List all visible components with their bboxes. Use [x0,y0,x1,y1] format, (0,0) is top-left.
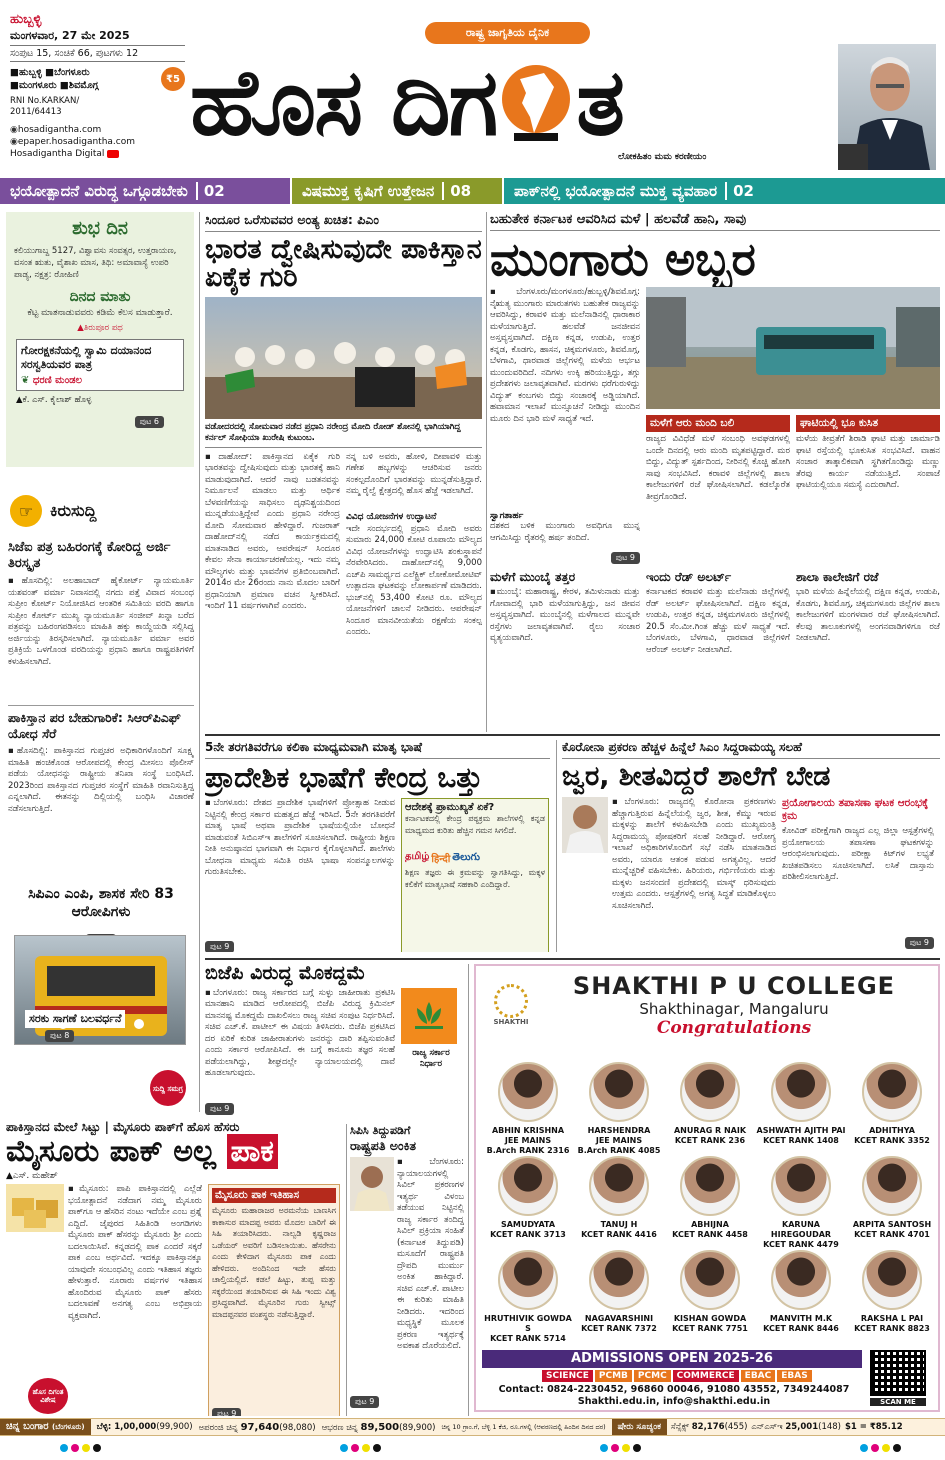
language-box-body: ಕರ್ನಾಟಕದಲ್ಲಿ ಕೇಂದ್ರ ಪಠ್ಯಕ್ರಮ ಶಾಲೆಗಳಲ್ಲಿ ಕನ್ನಡ ಮಾಧ್ಯಮದ ಕುರಿತು ಹೆಚ್ಚಿನ ಗಮನ ಸಿಗಲಿದೆ. [405,814,545,835]
globe-icon: ◉ [10,125,18,135]
story6-kicker: ಪಾಕಿಸ್ತಾನದ ಮೇಲೆ ಸಿಟ್ಟು | ಮೈಸೂರು ಪಾಕ್‌ಗೆ ಹೊಸ ಹೆಸರು [6,1120,240,1134]
logo-text-right: ತ [576,49,625,156]
feature-box[interactable] [16,339,184,391]
box4-body: ಕರ್ನಾಟಕದ ಕರಾವಳಿ ಮತ್ತು ಮಲೆನಾಡು ಜಿಲ್ಲೆಗಳಲ್ಲಿ ರೆಡ್ ಅಲರ್ಟ್ ಘೋಷಿಸಲಾಗಿದೆ. ದಕ್ಷಿಣ ಕನ್ನಡ, ಉಡುಪಿ, ಉತ್ತರ ಕನ್ನಡ, ಚಿಕ್ಕಮಗಳೂರು ಜಿಲ್ಲೆಗಳಲ್ಲಿ 20.5 ಸೆಂ.ಮೀ.ಗಿಂತ ಹೆಚ್ಚು ಮಳೆ ಸಾಧ್ಯತೆ ಇದೆ. ಬೆಂಗಳೂರು, ಬೆಳಗಾವಿ, ಧಾರವಾಡ ಜಿಲ್ಲೆಗಳಿಗೆ ಆರೆಂಜ್ ಅಲರ್ಟ್ ನೀಡಲಾಗಿದೆ. [646,587,790,655]
lab-box [782,797,934,949]
cm-photo [562,797,608,853]
student-card [482,1250,574,1344]
student-rank: B.Arch RANK 4085 [577,1146,661,1155]
story2-body: ▪ಬೆಂಗಳೂರು/ಮಂಗಳೂರು/ಹುಬ್ಬಳ್ಳಿ/ಶಿವಮೊಗ್ಗ: ನೈಋತ್ಯ ಮುಂಗಾರು ಮಾರುತಗಳು ಬಹುತೇಕ ರಾಜ್ಯವನ್ನು ಆವರಿಸಿದ್ದು, ಕರಾವಳಿ ಮತ್ತು ಮಲೆನಾಡಿನಲ್ಲಿ ಧಾರಾಕಾರ ಮಳೆಯಾಗುತ್ತಿದೆ. ಹಲವೆಡೆ ಜನಜೀವನ ಅಸ್ತವ್ಯಸ್ತವಾಗಿದೆ. ದಕ್ಷಿಣ ಕನ್ನಡ, ಉಡುಪಿ, ಉತ್ತರ ಕನ್ನಡ, ಕೊಡಗು, ಹಾಸನ, ಚಿಕ್ಕಮಗಳೂರು, ಶಿವಮೊಗ್ಗ, ಬೆಳಗಾವಿ, ಧಾರವಾಡ ಜಿಲ್ಲೆಗಳಲ್ಲಿ ಮಳೆಯ ಆರ್ಭಟ ಮುಂದುವರಿದಿದೆ. ನದಿಗಳು ಉಕ್ಕಿ ಹರಿಯುತ್ತಿದ್ದು, ತಗ್ಗು ಪ್ರದೇಶಗಳು ಜಲಾವೃತವಾಗಿವೆ. ಮರಗಳು ಧರೆಗುರುಳಿದ್ದು ವಿದ್ಯುತ್ ಕಂಬಗಳು ಬಿದ್ದು ಸಂಚಾರಕ್ಕೆ ಅಡ್ಡಿಯಾಗಿದೆ. ಹವಾಮಾನ ಇಲಾಖೆ ಮುನ್ಸೂಚನೆ ನೀಡಿದ್ದು ಮುಂದಿನ ಮೂರು ದಿನ ಭಾರಿ ಮಳೆ ಸಾಧ್ಯತೆ ಇದೆ. [490,287,640,424]
red-alert-box[interactable] [646,570,790,675]
student-photo [680,1062,740,1122]
box3-body: ▪ಮುಂಬೈ: ಮಹಾರಾಷ್ಟ್ರ, ಕೇರಳ, ತಮಿಳುನಾಡು ಮತ್ತು ಗೋವಾದಲ್ಲಿ ಭಾರಿ ಮಳೆಯಾಗುತ್ತಿದ್ದು, ಜನ ಜೀವನ ಅಸ್ತವ್ಯಸ್ತವಾಗಿದೆ. ಮುಂಬೈನಲ್ಲಿ ಮಳೆಗಾಲದ ಮುನ್ನವೇ ರಸ್ತೆಗಳು ಜಲಾವೃತವಾಗಿವೆ. ರೈಲು ಸಂಚಾರ ವ್ಯತ್ಯಯವಾಗಿದೆ. [490,587,640,644]
story-covid[interactable] [562,740,940,952]
stream-tag: EBAS [777,1370,811,1382]
school-holiday-box[interactable] [796,570,940,675]
lab-box-body: ಕೋವಿಡ್ ಪರೀಕ್ಷೆಗಾಗಿ ರಾಜ್ಯದ ಎಲ್ಲ ಜಿಲ್ಲಾ ಆಸ್ಪತ್ರೆಗಳಲ್ಲಿ ಪ್ರಯೋಗಾಲಯ ತಪಾಸಣಾ ಘಟಕಗಳನ್ನು ಆರಂಭಿಸಲಾಗುವುದು. ಪರೀಕ್ಷಾ ಕಿಟ್‌ಗಳ ಲಭ್ಯತೆ ಖಚಿತಪಡಿಸಲು ಸೂಚಿಸಲಾಗಿದೆ. ಲಸಿಕೆ ದಾಸ್ತಾನು ಪರಿಶೀಲಿಸಲಾಗುತ್ತಿದೆ. [782,826,934,883]
news2-title: ಪಾಕಿಸ್ತಾನ ಪರ ಬೇಹುಗಾರಿಕೆ: ಸಿಆರ್‌ಪಿಎಫ್ ಯೋಧ ಸೆರೆ [8,710,181,741]
story1-kicker: ಸಿಂದೂರ ಒರೆಸುವವರ ಅಂತ್ಯ ಖಚಿತ: ಪಿಎಂ [205,212,482,232]
history-box-body: ಮೈಸೂರು ಮಹಾರಾಜರ ಅರಮನೆಯ ಬಾಣಸಿಗ ಕಾಕಾಸುರ ಮಾದಪ್ಪ ಅವರು ಮೊದಲ ಬಾರಿಗೆ ಈ ಸಿಹಿ ತಯಾರಿಸಿದರು. ನಾಲ್ವಡಿ ಕೃಷ್ಣರಾಜ ಒಡೆಯರ್ ಅವರಿಗೆ ಬಡಿಸಲಾಯಿತು. ಹೆಸರೇನು ಎಂದು ಕೇಳಿದಾಗ ಮೈಸೂರು ಪಾಕ ಎಂದು ಹೇಳಿದರು. ಅಂದಿನಿಂದ ಇದೇ ಹೆಸರು ಚಾಲ್ತಿಯಲ್ಲಿದೆ. ಕಡಲೆ ಹಿಟ್ಟು, ತುಪ್ಪ ಮತ್ತು ಸಕ್ಕರೆಯಿಂದ ತಯಾರಿಸುವ ಈ ಸಿಹಿ ಇಂದು ವಿಶ್ವ ಪ್ರಸಿದ್ಧವಾಗಿದೆ. ಮೈಸೂರಿನ ಗುರು ಸ್ವೀಟ್ಸ್ ಮಾದಪ್ಪನವರ ವಂಶಸ್ಥರು ನಡೆಸುತ್ತಿದ್ದಾರೆ. [212,1206,336,1319]
story6-page[interactable]: ಪುಟ 9 [212,1408,241,1416]
scan-me-label: SCAN ME [870,1398,926,1406]
student-photo [680,1156,740,1216]
daily-quote: ಕೆಟ್ಟ ಮಾತನಾಡುವವರು ಕಡಿಮೆ ಕೆಲಸ ಮಾಡುತ್ತಾರೆ. [27,308,173,318]
student-rank: KCET RANK 3713 [490,1230,566,1239]
registration-marks-right [600,1444,641,1452]
story5-body: ▪ಬೆಂಗಳೂರು: ರಾಜ್ಯ ಸರ್ಕಾರದ ಬಗ್ಗೆ ಸುಳ್ಳು ಜಾಹೀರಾತು ಪ್ರಕಟಿಸಿ ಮಾನಹಾನಿ ಮಾಡಿದ ಆರೋಪದಲ್ಲಿ ಬಿಜೆಪಿ ವಿರುದ್ಧ ಕ್ರಿಮಿನಲ್ ಮಾನನಷ್ಟ ಮೊಕದ್ದಮೆ ದಾಖಲಿಸಲು ರಾಜ್ಯ ಸಚಿವ ಸಂಪುಟ ನಿರ್ಧರಿಸಿದೆ. ಸಚಿವ ಎಚ್.ಕೆ. ಪಾಟೀಲ್ ಈ ವಿಷಯ ತಿಳಿಸಿದರು. ಬಿಜೆಪಿ ಪ್ರಕಟಿಸಿದ ದರ ಏರಿಕೆ ಕುರಿತ ಜಾಹೀರಾತುಗಳು ಜನರನ್ನು ದಾರಿ ತಪ್ಪಿಸುವಂತಿವೆ ಎಂದು ಸರ್ಕಾರ ಆರೋಪಿಸಿದೆ. ಈ ಬಗ್ಗೆ ಕಾನೂನು ತಜ್ಞರ ಸಲಹೆ ಪಡೆಯಲಾಗಿದ್ದು, ಶೀಘ್ರದಲ್ಲೇ ನ್ಯಾಯಾಲಯದಲ್ಲಿ ದಾವೆ ಹೂಡಲಾಗುವುದು. [205,987,395,1079]
stream-row [542,1370,812,1382]
college-ad[interactable] [474,964,940,1412]
student-card [846,1250,938,1334]
student-card [664,1062,756,1146]
story3-headline: ಪ್ರಾದೇಶಿಕ ಭಾಷೆಗೆ ಕೇಂದ್ರ ಒತ್ತು [205,761,483,794]
flood-photo [646,287,940,409]
story7-headline: ರಾಷ್ಟ್ರಪತಿ ಅಂಕಿತ [350,1138,417,1153]
student-rank: KCET RANK 7751 [672,1324,748,1333]
box2-body: ಮಳೆಯ ತೀವ್ರತೆಗೆ ಶಿರಾಡಿ ಘಾಟಿ ಮತ್ತು ಚಾರ್ಮಾಡಿ ಘಾಟಿ ರಸ್ತೆಯಲ್ಲಿ ಭೂಕುಸಿತ ಸಂಭವಿಸಿದೆ. ವಾಹನ ಸಂಚಾರ ತಾತ್ಕಾಲಿಕವಾಗಿ ಸ್ಥಗಿತಗೊಂಡಿದ್ದು ಮಣ್ಣು ತೆರವು ಕಾರ್ಯ ನಡೆಯುತ್ತಿದೆ. ಸಂಪಾಜೆ ಘಾಟಿಯಲ್ಲಿಯೂ ಸಮಸ್ಯೆ ಎದುರಾಗಿದೆ. [796,434,940,491]
story6-headline-b: ಪಾಕ [227,1134,278,1169]
language-box-title: ಆದೇಶಕ್ಕೆ ಪ್ರಾಮುಖ್ಯತೆ ಏಕೆ? [405,802,495,814]
student-photo [771,1156,831,1216]
student-card [664,1156,756,1240]
landslide-box[interactable] [796,415,940,544]
masthead-logo [190,48,830,158]
college-logo: SHAKTHI [484,984,538,1026]
box2-title: ಘಾಟಿಯಲ್ಲಿ ಭೂ ಕುಸಿತ [796,415,940,432]
ad-contact: Contact: 0824-2230452, 96860 00046, 91080 43552, 7349244087 [498,1384,850,1395]
feature-title: ಗೋರಕ್ಷಕನೆಯಲ್ಲಿ ಸ್ವಾಮಿ ದಯಾನಂದ ಸರಸ್ವತಿಯವರ ಪಾತ್ರ [21,344,152,371]
student-rank: KCET RANK 4479 [763,1240,839,1249]
student-exam: JEE MAINS [595,1136,643,1145]
student-rank: KCET RANK 4701 [854,1230,930,1239]
student-rank: KCET RANK 4458 [672,1230,748,1239]
story1-headline: ಭಾರತ ದ್ವೇಷಿಸುವುದೇ ಪಾಕಿಸ್ತಾನ ಏಕೈಕ ಗುರಿ [205,234,482,294]
hand-pointing-icon: ☞ [10,495,42,527]
student-card [846,1156,938,1240]
gold24-rate: 97,640 [240,1421,280,1433]
stream-tag: EBAC [741,1370,776,1382]
registration-marks-center [340,1444,381,1452]
student-card [755,1250,847,1334]
story-mysore-pak[interactable] [6,1120,344,1416]
story1-col1: ▪ದಾಹೋದ್: ಪಾಕಿಸ್ತಾನದ ಏಕೈಕ ಗುರಿ ಭಾರತವನ್ನು ದ್ವೇಷಿಸುವುದು ಮತ್ತು ಭಾರತಕ್ಕೆ ಹಾನಿ ಮಾಡುವುದಾಗಿದೆ. ಆದರೆ ನಾವು ಬಡತನವನ್ನು ನಿರ್ಮೂಲನೆ ಮಾಡಲು ಮತ್ತು ಆರ್ಥಿಕ ಬೆಳವಣಿಗೆಯನ್ನು ಸಾಧಿಸಲು ದೃಢನಿಶ್ಚಯದಿಂದ ಮುನ್ನಡೆಯುತ್ತಿದ್ದೇವೆ ಎಂದು ಪ್ರಧಾನಿ ನರೇಂದ್ರ ಮೋದಿ ಸೋಮವಾರ ಹೇಳಿದ್ದಾರೆ. ಗುಜರಾತ್ ದಾಹೋದ್‌ನಲ್ಲಿ ನಡೆದ ಕಾರ್ಯಕ್ರಮದಲ್ಲಿ ಮಾತನಾಡಿದ ಅವರು, ಆಪರೇಷನ್ ಸಿಂದೂರ ಕೇವಲ ಸೇನಾ ಕಾರ್ಯಾಚರಣೆಯಲ್ಲ. ಇದು ನಮ್ಮ ಮೌಲ್ಯಗಳು ಮತ್ತು ಭಾವನೆಗಳ ಪ್ರತಿಬಿಂಬವಾಗಿದೆ. 2014ರ ಮೇ 26ರಂದು ನಾನು ಮೊದಲ ಬಾರಿಗೆ ಪ್ರಧಾನಿಯಾಗಿ ಪ್ರಮಾಣ ವಚನ ಸ್ವೀಕರಿಸಿದೆ. ಇಂದಿಗೆ 11 ವರ್ಷಗಳಾಗಿವೆ ಎಂದರು. [205,451,340,612]
story2-headline: ಮುಂಗಾರು ಅಬ್ಬರ [490,232,756,286]
student-photo [589,1156,649,1216]
masthead-date: ಮಂಗಳವಾರ, 27 ಮೇ 2025 [10,29,130,42]
story2-kicker: ಬಹುತೇಕ ಕರ್ನಾಟಕ ಆವರಿಸಿದ ಮಳೆ | ಹಲವೆಡೆ ಹಾನಿ, ಸಾವು [490,212,940,231]
shubha-dina-box [6,212,194,467]
story6-headline-a: ಮೈಸೂರು ಪಾಕ್ ಅಲ್ಲ [6,1134,217,1169]
story1-col2b: ಇದೇ ಸಂದರ್ಭದಲ್ಲಿ ಪ್ರಧಾನಿ ಮೋದಿ ಅವರು ಸುಮಾರು 24,000 ಕೋಟಿ ರೂಪಾಯಿ ಮೌಲ್ಯದ ವಿವಿಧ ಯೋಜನೆಗಳನ್ನು ಉದ್ಘಾಟಿಸಿ ಶಂಕುಸ್ಥಾಪನೆ ನೆರವೇರಿಸಿದರು. ದಾಹೋದ್‌ನಲ್ಲಿ 9,000 ಎಚ್‌ಪಿ ಸಾಮರ್ಥ್ಯದ ಎಲೆಕ್ಟ್ರಿಕ್ ಲೋಕೋಮೋಟಿವ್ ಉತ್ಪಾದನಾ ಘಟಕವನ್ನು ಲೋಕಾರ್ಪಣೆ ಮಾಡಿದರು. ಭುಜ್‌ನಲ್ಲಿ 53,400 ಕೋಟಿ ರೂ. ಮೌಲ್ಯದ ಯೋಜನೆಗಳಿಗೆ ಚಾಲನೆ ನೀಡಿದರು. ಆಪರೇಷನ್ ಸಿಂದೂರ ಮಾನವೀಯತೆಯ ರಕ್ಷಣೆಯ ಸಂಕಲ್ಪ ಎಂದರು. [346,523,482,638]
student-name: ARPITA SANTOSH [852,1220,932,1229]
student-photo [498,1156,558,1216]
story3-page[interactable]: ಪುಟ 9 [205,941,234,952]
stream-tag: COMMERCE [673,1370,739,1382]
language-graphic: தமிழ் हिन्दी తెలుగు [405,851,480,866]
student-card [573,1250,665,1334]
student-name: HRUTHIVIK GOWDA S [484,1314,572,1333]
language-box-body2: ಶಿಕ್ಷಣ ತಜ್ಞರು ಈ ಕ್ರಮವನ್ನು ಸ್ವಾಗತಿಸಿದ್ದು, ಮಕ್ಕಳ ಕಲಿಕೆಗೆ ಮಾತೃಭಾಷೆ ಸಹಕಾರಿ ಎಂದಿದ್ದಾರೆ. [405,868,545,889]
student-card [573,1156,665,1240]
website-link[interactable]: ◉hosadigantha.com [10,125,102,135]
masthead-meta [10,12,185,160]
mumbai-box[interactable] [490,570,640,675]
student-card [482,1156,574,1240]
student-photo [862,1156,922,1216]
student-name: KARUNA HIREGOUDAR [770,1220,832,1239]
story6-body: ▪ಮೈಸೂರು: ಪಾಪಿ ಪಾಕಿಸ್ತಾನದಲ್ಲಿ ಎಲ್ಲೆಡೆ ಭಯೋತ್ಪಾದನೆ ನಡೆದಾಗ ನಮ್ಮ ಮೈಸೂರು ಪಾಕ್‌ಗೂ ಆ ಹೆಸರಿನ ನಂಟು ಇದೆಯೇ ಎಂಬ ಪ್ರಶ್ನೆ ಎದ್ದಿದೆ. ಜೈಪುರದ ಸಿಹಿತಿಂಡಿ ಅಂಗಡಿಗಳು ಮೈಸೂರು ಪಾಕ್ ಹೆಸರನ್ನು ಮೈಸೂರು ಶ್ರೀ ಎಂದು ಬದಲಾಯಿಸಿವೆ. ಕನ್ನಡದಲ್ಲಿ ಪಾಕ ಎಂದರೆ ಸಕ್ಕರೆ ಪಾಕ ಎಂಬ ಅರ್ಥವಿದೆ. ಇದಕ್ಕೂ ಪಾಕಿಸ್ತಾನಕ್ಕೂ ಯಾವುದೇ ಸಂಬಂಧವಿಲ್ಲ ಎಂದು ಇತಿಹಾಸ ತಜ್ಞರು ಹೇಳುತ್ತಾರೆ. ನೂರಾರು ವರ್ಷಗಳ ಇತಿಹಾಸ ಹೊಂದಿರುವ ಮೈಸೂರು ಪಾಕ್ ಹೆಸರು ಬದಲಾವಣೆ ಅನಗತ್ಯ ಎಂಬ ಅಭಿಪ್ರಾಯ ವ್ಯಕ್ತವಾಗಿದೆ. [68,1184,202,1321]
student-rank: KCET RANK 8823 [854,1324,930,1333]
story5-logo-caption: ರಾಜ್ಯ ಸರ್ಕಾರ ನಿರ್ಧಾರ [412,1047,450,1069]
student-name: HARSHENDRA [587,1126,651,1135]
student-rank: B.Arch RANK 2316 [486,1146,570,1155]
kirusuddi-title: ಕಿರುಸುದ್ದಿ [50,501,97,520]
epaper-link[interactable]: ◉epaper.hosadigantha.com [10,137,135,147]
rain-deaths-box[interactable] [646,415,790,544]
logo-text-left: ಹೊಸ ದಿಗ [190,49,497,156]
student-photo [862,1062,922,1122]
feature-page[interactable]: ಪುಟ 6 [135,416,164,428]
box3-title: ಮಳೆಗೆ ಮುಂಬೈ ತತ್ತರ [490,570,576,585]
story7-kicker: ಸಿಪಿಸಿ ತಿದ್ದುಪಡಿಗೆ [350,1124,411,1137]
share-label: ಷೇರು ಸೂಚ್ಯಂಕ [612,1418,667,1436]
teaser-2[interactable]: ವಿಷಮುಕ್ತ ಕೃಷಿಗೆ ಉತ್ತೇಜನ 08 [292,178,502,204]
left-news-1[interactable] [8,540,194,702]
tagline-top: ರಾಷ್ಟ್ರ ಜಾಗೃತಿಯ ದೈನಿಕ [425,22,590,44]
student-rank: KCET RANK 5714 [490,1334,566,1343]
story-language[interactable] [205,740,550,952]
news1-body: ▪ಹೊಸದಿಲ್ಲಿ: ಅಲಹಾಬಾದ್ ಹೈಕೋರ್ಟ್ ನ್ಯಾಯಮೂರ್ತಿ ಯಶವಂತ್ ವರ್ಮಾ ನಿವಾಸದಲ್ಲಿ ನಗದು ಪತ್ತೆ ವಿವಾದ ಸಂಬಂಧ ಸುಪ್ರೀಂ ಕೋರ್ಟ್ ನಿಯೋಜಿಸಿದ ಆಂತರಿಕ ಸಮಿತಿಯ ವರದಿ ಹಾಗೂ ಸುಪ್ರೀಂ ಕೋರ್ಟ್ ಮುಖ್ಯ ನ್ಯಾಯಮೂರ್ತಿ ಸಂಜೀವ್ ಖನ್ನಾ ಬರೆದ ಪತ್ರವನ್ನು ಬಹಿರಂಗಪಡಿಸಲು ಮಾಹಿತಿ ಹಕ್ಕು ಕಾಯ್ದೆಯಡಿ ಸಲ್ಲಿಸಿದ್ದ ಅರ್ಜಿಯನ್ನು ತಿರಸ್ಕರಿಸಲಾಗಿದೆ. ನ್ಯಾಯಮೂರ್ತಿ ವರ್ಮಾ ಅವರ ಪ್ರತಿಕ್ರಿಯೆ ಒಳಗೊಂಡ ವರದಿಯನ್ನು ಪ್ರಧಾನಿ ಹಾಗೂ ರಾಷ್ಟ್ರಪತಿಗಳಿಗೆ ಕಳುಹಿಸಲಾಗಿದೆ. [8,576,194,667]
news3-title: ಸಿಪಿಎಂ ಎಂಪಿ, ಶಾಸಕ ಸೇರಿ 83 ಆರೋಪಿಗಳು [28,886,174,920]
story4-kicker: ಕೊರೋನಾ ಪ್ರಕರಣ ಹೆಚ್ಚಳ ಹಿನ್ನೆಲೆ ಸಿಎಂ ಸಿದ್ದರಾಮಯ್ಯ ಸಲಹೆ [562,740,940,759]
student-rank: KCET RANK 4416 [581,1230,657,1239]
student-name: TANUJ H [600,1220,638,1229]
student-photo [771,1062,831,1122]
president-photo [350,1157,394,1211]
box1-body: ರಾಜ್ಯದ ವಿವಿಧೆಡೆ ಮಳೆ ಸಂಬಂಧಿ ಅವಘಡಗಳಲ್ಲಿ ಒಂದೇ ದಿನದಲ್ಲಿ ಆರು ಮಂದಿ ಮೃತಪಟ್ಟಿದ್ದಾರೆ. ಮರ ಬಿದ್ದು, ವಿದ್ಯುತ್ ಸ್ಪರ್ಶದಿಂದ, ನೀರಿನಲ್ಲಿ ಕೊಚ್ಚಿ ಹೋಗಿ ಸಾವು ಸಂಭವಿಸಿದೆ. ಕರಾವಳಿ ಜಿಲ್ಲೆಗಳಲ್ಲಿ ಶಾಲಾ ಕಾಲೇಜುಗಳಿಗೆ ರಜೆ ಘೋಷಿಸಲಾಗಿದೆ. ಕಡಲ್ಕೊರೆತ ತೀವ್ರಗೊಂಡಿದೆ. [646,434,790,502]
story5-headline: ಬಿಜೆಪಿ ವಿರುದ್ಧ ಮೊಕದ್ದಮೆ [205,964,366,984]
panchanga-text: ಕಲಿಯುಗಾಬ್ದ 5127, ವಿಶ್ವಾವಸು ಸಂವತ್ಸರ, ಉತ್ತರಾಯಣ, ವಸಂತ ಋತು, ವೈಶಾಖ ಮಾಸ, ತಿಥಿ: ಅಮಾವಾಸ್ಯೆ ಉಪರಿ ಪಾಡ್ಯ, ನಕ್ಷತ್ರ: ರೋಹಿಣಿ [14,246,177,280]
youtube-link[interactable]: Hosadigantha Digital [10,148,185,160]
masthead-portrait [838,44,936,170]
story3-kicker: 5ನೇ ತರಗತಿವರೆಗೂ ಕಲಿಕಾ ಮಾಧ್ಯಮವಾಗಿ ಮಾತೃ ಭಾಷೆ [205,740,550,759]
student-name: ADHITHYA [869,1126,915,1135]
student-photo [862,1250,922,1310]
masthead-editions-1: ■ಹುಬ್ಬಳ್ಳಿ ■ಬೆಂಗಳೂರು [10,67,90,78]
left-news-2[interactable] [8,710,194,880]
stream-tag: PCMC [634,1370,671,1382]
student-name: KISHAN GOWDA [673,1314,747,1323]
ticker-note: ಚಿನ್ನ 10 ಗ್ರಾಂ.ಗೆ, ಬೆಳ್ಳಿ 1 ಕೆಜಿ, ರೂ.ಗಳಲ್ಲಿ (ಆವರಣದಲ್ಲಿ ಹಿಂದಿನ ದಿನದ ದರ) [441,1422,606,1431]
masthead-volume: ಸಂಪುಟ 15, ಸಂಚಿಕೆ 66, ಪುಟಗಳು 12 [10,45,185,62]
student-card [755,1062,847,1146]
silver-rate: ಬೆಳ್ಳಿ: 1,00,000 [96,1422,157,1432]
lab-box-title: ಪ್ರಯೋಗಾಲಯ ತಪಾಸಣಾ ಘಟಕ ಆರಂಭಕ್ಕೆ ಕ್ರಮ [782,797,929,823]
market-ticker: ಚಿನ್ನ ಬಂಗಾರ (ಬೆಂಗಳೂರು) ಬೆಳ್ಳಿ: 1,00,000(99,900) ಅಪರಂಜಿ ಚಿನ್ನ 97,640(98,080) ಆಭರಣ ಚಿನ್ನ 89,500(89,900) ಚಿನ್ನ 10 ಗ್ರಾಂ.ಗೆ, ಬೆಳ್ಳಿ 1 ಕೆಜಿ, ರೂ.ಗಳಲ್ಲಿ (ಆವರಣದಲ್ಲಿ ಹಿಂದಿನ ದಿನದ ದರ) ಷೇರು ಸೂಚ್ಯಂಕ ಸೆನ್ಸೆಕ್ಸ್ 82,176(455) ಎನ್ಎಸ್ಇ 25,001(148) $1 = ₹85.12 [0,1418,945,1436]
student-photo [589,1062,649,1122]
story5-page[interactable]: ಪುಟ 9 [205,1103,234,1115]
train-page[interactable]: ಪುಟ 8 [45,1030,74,1042]
student-name: RAKSHA L PAI [860,1314,924,1323]
stream-tag: PCMB [595,1370,632,1382]
student-photo [680,1250,740,1310]
feature-author: ▲ಕೆ. ಎಸ್. ಕೈಲಾಶ್ ಹೊಳ್ಳ [16,395,92,405]
gold22-rate: 89,500 [360,1421,400,1433]
box5-body: ಭಾರಿ ಮಳೆಯ ಹಿನ್ನೆಲೆಯಲ್ಲಿ ದಕ್ಷಿಣ ಕನ್ನಡ, ಉಡುಪಿ, ಕೊಡಗು, ಶಿವಮೊಗ್ಗ, ಚಿಕ್ಕಮಗಳೂರು ಜಿಲ್ಲೆಗಳ ಶಾಲಾ ಕಾಲೇಜುಗಳಿಗೆ ಮಂಗಳವಾರ ರಜೆ ಘೋಷಿಸಲಾಗಿದೆ. ಕೆಲವು ತಾಲೂಕುಗಳಲ್ಲಿ ಅಂಗನವಾಡಿಗಳಿಗೂ ರಜೆ ನೀಡಲಾಗಿದೆ. [796,587,940,644]
student-photo [498,1062,558,1122]
student-card [573,1062,665,1156]
box5-title: ಶಾಲಾ ಕಾಲೇಜಿಗೆ ರಜೆ [796,570,879,585]
rni-number: RNI No.KARKAN/ 2011/64413 [10,96,80,117]
student-photo [589,1250,649,1310]
masthead-editions-2: ■ಮಂಗಳೂರು ■ಶಿವಮೊಗ್ಗ [10,80,99,91]
student-name: SAMUDYATA [500,1220,556,1229]
language-box [401,798,549,952]
student-rank: KCET RANK 1408 [763,1136,839,1145]
student-rank: KCET RANK 236 [674,1136,746,1145]
story2-body2: ದಶಕದ ಬಳಿಕ ಮುಂಗಾರು ಅವಧಿಗೂ ಮುನ್ನ ಆಗಮಿಸಿದ್ದು ರೈತರಲ್ಲಿ ಹರ್ಷ ತಂದಿದೆ. [490,521,640,543]
kirusuddi-header [10,494,190,528]
registration-marks-left [60,1444,101,1452]
masthead-city: ಹುಬ್ಬಳ್ಳಿ [10,12,42,27]
story-bjp[interactable] [205,964,463,1116]
nifty-value: 25,001 [785,1422,819,1432]
story1-photo [205,297,482,419]
feature-tag: ಧರಣಿ ಮಂಡಲ [32,375,82,386]
teaser-1[interactable]: ಭಯೋತ್ಪಾದನೆ ವಿರುದ್ಧ ಒಗ್ಗೂಡಬೇಕು 02 [0,178,290,204]
news2-body: ▪ಹೊಸದಿಲ್ಲಿ: ಪಾಕಿಸ್ತಾನದ ಗುಪ್ತಚರ ಅಧಿಕಾರಿಗಳೊಂದಿಗೆ ಸೂಕ್ಷ್ಮ ಮಾಹಿತಿ ಹಂಚಿಕೊಂಡ ಆರೋಪದಲ್ಲಿ ಕೇಂದ್ರ ಮೀಸಲು ಪೊಲೀಸ್ ಪಡೆಯ ಯೋಧನನ್ನು ರಾಷ್ಟ್ರೀಯ ತನಿಖಾ ಸಂಸ್ಥೆ ಬಂಧಿಸಿದೆ. 2023ರಿಂದ ಪಾಕಿಸ್ತಾನದ ಗುಪ್ತಚರ ಸಂಸ್ಥೆಗೆ ಮಾಹಿತಿ ರವಾನಿಸುತ್ತಿದ್ದ ಎನ್ನಲಾಗಿದೆ. ಈತನನ್ನು ದಿಲ್ಲಿಯಲ್ಲಿ ಬಂಧಿಸಿ ವಿಚಾರಣೆ ನಡೆಸಲಾಗುತ್ತಿದೆ. [8,746,194,814]
news1-title: ಸಿಜೆಐ ಪತ್ರ ಬಹಿರಂಗಕ್ಕೆ ಕೋರಿದ್ದ ಅರ್ಜಿ ತಿರಸ್ಕೃತ [8,540,171,571]
student-card [755,1156,847,1250]
quote-author: ▲ತಿರುಪೂರ ಪಥ [77,323,123,333]
history-box-title: ಮೈಸೂರು ಪಾಕ ಇತಿಹಾಸ [212,1188,336,1203]
student-name: NAGAVARSHINI [584,1314,654,1323]
student-name: ASHWATH AJITH PAI [756,1126,846,1135]
box1-title: ಮಳೆಗೆ ಆರು ಮಂದಿ ಬಲಿ [646,415,790,432]
story4-headline: ಜ್ವರ, ಶೀತವಿದ್ದರೆ ಶಾಲೆಗೆ ಬೇಡ [562,761,831,792]
usd-rate: $1 = ₹85.12 [844,1422,903,1432]
student-rank: KCET RANK 3352 [854,1136,930,1145]
student-card [846,1062,938,1146]
student-exam: JEE MAINS [504,1136,552,1145]
student-name: ANURAG R NAIK [673,1126,747,1135]
shubha-dina-title: ಶುಭ ದಿನ [72,218,128,239]
youtube-icon [107,150,119,158]
leaf-icon: ❦ [21,375,30,386]
story-cpc[interactable] [350,1124,464,1416]
qr-code[interactable] [870,1350,926,1396]
student-photo [771,1250,831,1310]
teaser-3[interactable]: ಪಾಕ್‌ನಲ್ಲಿ ಭಯೋತ್ಪಾದನೆ ಮುಕ್ತ ವ್ಯವಹಾರ 02 [504,178,945,204]
story7-page[interactable]: ಪುಟ 9 [350,1396,379,1408]
dinada-maatu-title: ದಿನದ ಮಾತು [69,289,131,305]
stream-tag: SCIENCE [542,1370,593,1382]
story6-author: ▲ಎಸ್. ಮಹೇಶ್ [6,1171,58,1181]
price-badge: ₹5 [161,67,185,91]
student-card [482,1062,574,1156]
mysore-pak-photo [6,1184,64,1232]
special-badge: ಹೊಸ ದಿಗಂತ ವಿಶೇಷ [28,1378,68,1414]
story-monsoon[interactable] [490,212,940,730]
story1-col2: ನನ್ನ ಬಳಿ ಅವರು, ಹೋಳಿ, ದೀಪಾವಳಿ ಮತ್ತು ಗಣೇಶ ಹಬ್ಬಗಳನ್ನು ಆಚರಿಸುವ ಜನರು ಸಂಕಲ್ಪದೊಂದಿಗೆ ಭಾರತವನ್ನು ಮುನ್ನಡೆಸುತ್ತಿದ್ದಾರೆ. ನಮ್ಮ ರೈಲ್ವೆ ಕ್ಷೇತ್ರದಲ್ಲಿ ಹೊಸ ಹೆಜ್ಜೆ ಇಡಲಾಗಿದೆ. [346,451,482,497]
sun-icon [494,984,528,1018]
ad-web: Shakthi.edu.in, info@shakthi.edu.in [577,1396,771,1407]
student-grid [482,1062,936,1342]
sensex-value: 82,176 [691,1422,725,1432]
story2-subhead: ಸ್ವಾಗತಾರ್ಹ [490,511,524,522]
story1-subhead: ವಿವಿಧ ಯೋಜನೆಗಳ ಉದ್ಘಾಟನೆ [346,511,437,522]
train-caption: ಸರಕು ಸಾಗಣೆ ಬಲವರ್ಧನೆ [25,1010,125,1028]
college-location: Shakthinagar, Mangaluru [639,1000,829,1018]
globe-icon: ◉ [10,137,18,147]
story4-body: ▪ಬೆಂಗಳೂರು: ರಾಜ್ಯದಲ್ಲಿ ಕೊರೋನಾ ಪ್ರಕರಣಗಳು ಹೆಚ್ಚಾಗುತ್ತಿರುವ ಹಿನ್ನೆಲೆಯಲ್ಲಿ ಜ್ವರ, ಶೀತ, ಕೆಮ್ಮು ಇರುವ ಮಕ್ಕಳನ್ನು ಶಾಲೆಗೆ ಕಳುಹಿಸಬೇಡಿ ಎಂದು ಮುಖ್ಯಮಂತ್ರಿ ಸಿದ್ದರಾಮಯ್ಯ ಪೋಷಕರಿಗೆ ಸಲಹೆ ನೀಡಿದ್ದಾರೆ. ಆರೋಗ್ಯ ಇಲಾಖೆ ಅಧಿಕಾರಿಗಳೊಂದಿಗೆ ಸಭೆ ನಡೆಸಿ ಮಾತನಾಡಿದ ಅವರು, ಯಾರೂ ಆತಂಕ ಪಡುವ ಅಗತ್ಯವಿಲ್ಲ. ಆದರೆ ಮುನ್ನೆಚ್ಚರಿಕೆ ವಹಿಸಬೇಕು. ಹಿರಿಯರು, ಗರ್ಭಿಣಿಯರು ಮತ್ತು ಮಕ್ಕಳು ಜನಸಂದಣಿ ಪ್ರದೇಶದಲ್ಲಿ ಮಾಸ್ಕ್ ಧರಿಸುವುದು ಉತ್ತಮ ಎಂದರು. ಆಸ್ಪತ್ರೆಗಳಲ್ಲಿ ಅಗತ್ಯ ಸಿದ್ಧತೆ ಮಾಡಿಕೊಳ್ಳಲು ಸೂಚಿಸಲಾಗಿದೆ. [612,797,776,911]
mysore-pak-history-box [208,1184,340,1416]
student-rank: KCET RANK 7372 [581,1324,657,1333]
student-name: MANVITH M.K [769,1314,833,1323]
box4-title: ಇಂದು ರೆಡ್ ಅಲರ್ಟ್ [646,570,732,585]
student-name: ABHIJNA [691,1220,729,1229]
story4-page[interactable]: ಪುಟ 9 [905,937,934,949]
college-name: SHAKTHI P U COLLEGE [572,972,896,1000]
tagline-bottom: ಲೋಕಹಿತಂ ಮಮ ಕರಣೀಯಂ [618,152,707,162]
student-card [664,1250,756,1334]
suddi-samagra-badge[interactable]: ಸುದ್ದಿ ಸಮಗ್ರ [150,1070,186,1106]
gold-label: ಚಿನ್ನ ಬಂಗಾರ (ಬೆಂಗಳೂರು) [0,1418,91,1436]
registration-marks-far-right [860,1444,901,1452]
student-rank: KCET RANK 8446 [763,1324,839,1333]
bjp-lotus-icon [401,988,457,1044]
india-map-icon [500,59,572,147]
story-pm[interactable] [205,212,482,732]
story2-page[interactable]: ಪುಟ 9 [611,552,640,564]
student-name: ABHIN KRISHNA [491,1126,565,1135]
congrats-text: Congratulations [656,1018,812,1038]
train-photo [14,935,186,1045]
story3-body: ▪ಬೆಂಗಳೂರು: ದೇಶದ ಪ್ರಾದೇಶಿಕ ಭಾಷೆಗಳಿಗೆ ಪ್ರೋತ್ಸಾಹ ನೀಡುವ ನಿಟ್ಟಿನಲ್ಲಿ ಕೇಂದ್ರ ಸರ್ಕಾರ ಮಹತ್ವದ ಹೆಜ್ಜೆ ಇರಿಸಿದೆ. 5ನೇ ತರಗತಿವರೆಗೆ ಮಾತೃ ಭಾಷೆ ಅಥವಾ ಪ್ರಾದೇಶಿಕ ಭಾಷೆಯಲ್ಲಿಯೇ ಬೋಧನೆ ಮಾಡುವಂತೆ ಸಿಬಿಎಸ್‌ಇ ಶಾಲೆಗಳಿಗೆ ಸೂಚಿಸಲಾಗಿದೆ. ರಾಷ್ಟ್ರೀಯ ಶಿಕ್ಷಣ ನೀತಿ ಅನುಷ್ಠಾನದ ಭಾಗವಾಗಿ ಈ ನಿರ್ಧಾರ ಕೈಗೊಳ್ಳಲಾಗಿದೆ. ಶಾಲೆಗಳು ಬೋಧನಾ ಮಾಧ್ಯಮ ಸಮಿತಿ ರಚಿಸಿ ಭಾಷಾ ಸಂಪನ್ಮೂಲಗಳನ್ನು ಗುರುತಿಸಬೇಕು. [205,798,395,878]
story1-photo-caption: ವಡೋದರದಲ್ಲಿ ಸೋಮವಾರ ನಡೆದ ಪ್ರಧಾನಿ ನರೇಂದ್ರ ಮೋದಿ ರೋಡ್ ಶೋನಲ್ಲಿ ಭಾಗಿಯಾಗಿದ್ದ ಕರ್ನಲ್ ಸೋಫಿಯಾ ಖುರೇಷಿ ಕುಟುಂಬ. [205,422,482,448]
admissions-banner: ADMISSIONS OPEN 2025-26 [482,1350,862,1368]
story7-body: ▪ಬೆಂಗಳೂರು: ನ್ಯಾಯಾಲಯಗಳಲ್ಲಿ ಸಿವಿಲ್ ಪ್ರಕರಣಗಳ ಇತ್ಯರ್ಥ ವಿಳಂಬ ತಡೆಯುವ ನಿಟ್ಟಿನಲ್ಲಿ ರಾಜ್ಯ ಸರ್ಕಾರ ತಂದಿದ್ದ ಸಿವಿಲ್ ಪ್ರಕ್ರಿಯಾ ಸಂಹಿತೆ (ಕರ್ನಾಟಕ ತಿದ್ದುಪಡಿ) ಮಸೂದೆಗೆ ರಾಷ್ಟ್ರಪತಿ ದ್ರೌಪದಿ ಮುರ್ಮು ಅಂಕಿತ ಹಾಕಿದ್ದಾರೆ. ಸಚಿವ ಎಚ್.ಕೆ. ಪಾಟೀಲ ಈ ಕುರಿತು ಮಾಹಿತಿ ನೀಡಿದರು. ಇದರಿಂದ ಮಧ್ಯಸ್ಥಿಕೆ ಮೂಲಕ ಪ್ರಕರಣ ಇತ್ಯರ್ಥಕ್ಕೆ ಅವಕಾಶ ದೊರೆಯಲಿದೆ. [397,1157,464,1351]
student-photo [498,1250,558,1310]
